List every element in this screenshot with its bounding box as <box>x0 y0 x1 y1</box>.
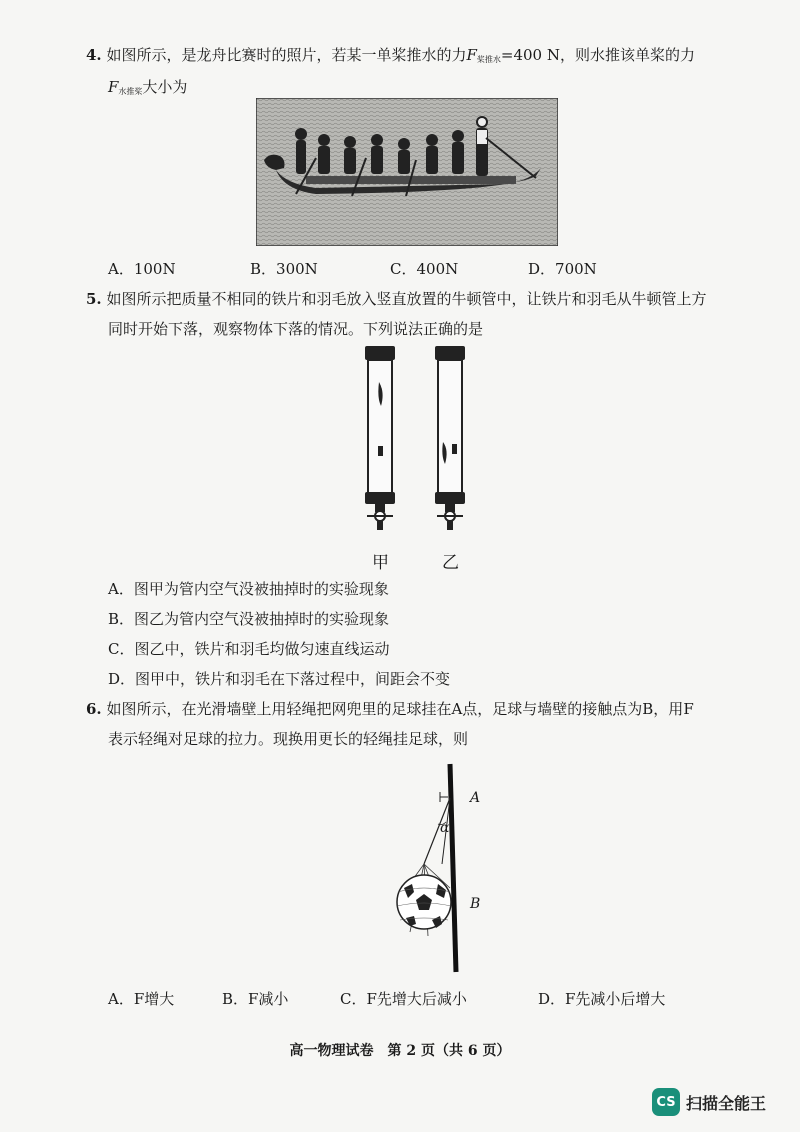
q4-text-1-post: =400 N，则水推该单桨的力 <box>500 46 695 64</box>
q5-option-d[interactable]: D．图甲中，铁片和羽毛在下落过程中，间距会不变 <box>108 670 451 688</box>
q4-number: 4. <box>86 46 102 64</box>
tube-label-yi: 乙 <box>442 553 459 573</box>
point-a-label: A <box>470 790 481 806</box>
q5-text-2: 同时开始下落，观察物体下落的情况。下列说法正确的是 <box>108 320 484 338</box>
q4-force2-sub: 水推桨 <box>118 87 143 96</box>
angle-alpha-label: α <box>440 820 450 836</box>
q4-line2 <box>108 76 187 97</box>
q4-text-1: 如图所示，是龙舟比赛时的照片，若某一单桨推水的力 <box>106 46 467 64</box>
q5-number: 5. <box>86 290 102 308</box>
q4-force2-symbol: F <box>108 78 119 96</box>
q5-option-a[interactable]: A．图甲为管内空气没被抽掉时的实验现象 <box>108 580 389 598</box>
q4-text-2: 大小为 <box>142 78 188 96</box>
newton-tube-yi <box>435 346 465 530</box>
q4-force1-sub: 桨推水 <box>476 55 501 64</box>
q5-line1 <box>86 288 706 309</box>
q6-option-b[interactable]: B．F减小 <box>222 990 289 1008</box>
q6-line1 <box>86 698 694 719</box>
q6-text-1: 如图所示，在光滑墙壁上用轻绳把网兜里的足球挂在A点，足球与墙壁的接触点为B，用F <box>106 700 694 718</box>
q4-option-b[interactable]: B．300N <box>250 260 318 278</box>
q6-number: 6. <box>86 700 102 718</box>
q6-option-d[interactable]: D．F先减小后增大 <box>538 990 666 1008</box>
q4-option-a[interactable]: A．100N <box>108 260 176 278</box>
q6-option-a[interactable]: A．F增大 <box>108 990 175 1008</box>
q4-force1-symbol: F <box>466 46 477 64</box>
scanner-app-name: 扫描全能王 <box>686 1093 767 1113</box>
point-b-label: B <box>470 896 481 912</box>
q4-option-d[interactable]: D．700N <box>528 260 597 278</box>
q4-line1 <box>86 44 695 65</box>
page-footer: 高一物理试卷 第 2 页（共 6 页） <box>289 1043 511 1059</box>
q4-option-c[interactable]: C．400N <box>390 260 459 278</box>
q5-option-b[interactable]: B．图乙为管内空气没被抽掉时的实验现象 <box>108 610 390 628</box>
scanner-watermark <box>652 1088 766 1116</box>
q6-option-c[interactable]: C．F先增大后减小 <box>340 990 467 1008</box>
newton-tube-jia <box>365 346 395 530</box>
dragon-boat-photo <box>256 98 558 246</box>
camscanner-logo-icon: CS <box>652 1088 680 1116</box>
wall-ball-figure <box>380 760 500 980</box>
tube-label-jia: 甲 <box>372 553 389 573</box>
q5-text-1: 如图所示把质量不相同的铁片和羽毛放入竖直放置的牛顿管中，让铁片和羽毛从牛顿管上方 <box>106 290 707 308</box>
newton-tube-figure <box>355 342 485 542</box>
q6-text-2: 表示轻绳对足球的拉力。现换用更长的轻绳挂足球，则 <box>108 730 469 748</box>
q5-option-c[interactable]: C．图乙中，铁片和羽毛均做匀速直线运动 <box>108 640 390 658</box>
